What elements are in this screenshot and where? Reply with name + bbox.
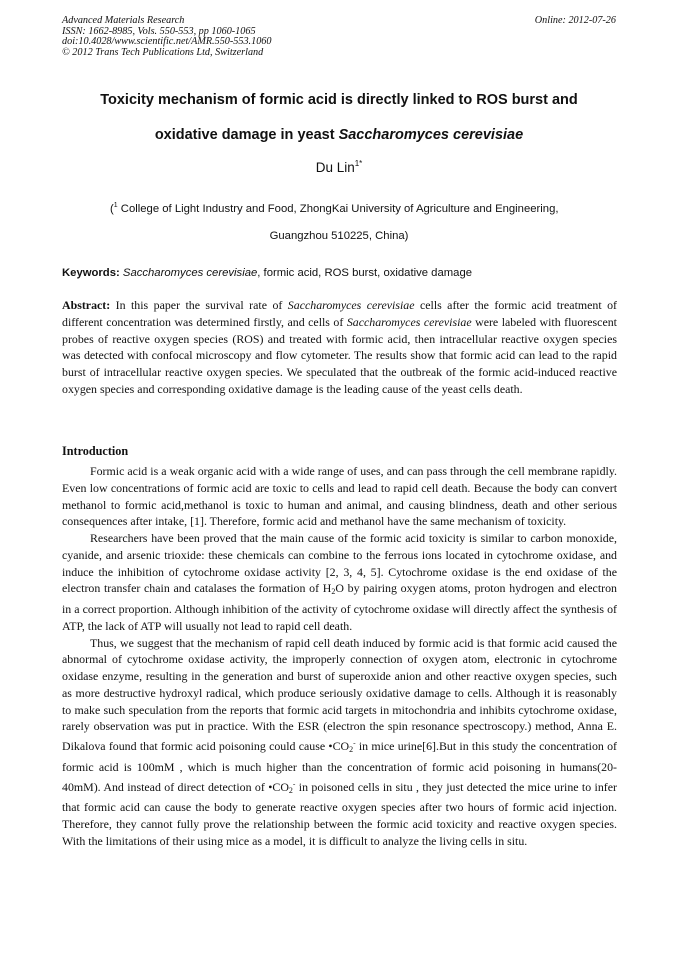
abstract-species-2: Saccharomyces cerevisiae	[346, 314, 472, 329]
author-name: Du Lin	[315, 160, 355, 175]
keywords	[62, 267, 472, 279]
keywords-rest: , formic acid, ROS burst, oxidative damage	[257, 267, 473, 279]
affiliation-line-2: Guangzhou 510225, China)	[269, 230, 409, 242]
intro-paragraph-2	[62, 530, 617, 635]
co2-a-base: •CO	[328, 739, 350, 753]
co2-b-sub: 2	[288, 785, 293, 795]
online-date: Online: 2012-07-26	[534, 15, 616, 26]
affiliation-text-1: College of Light Industry and Food, ZhongKai University of Agriculture and Engineering,	[117, 203, 559, 215]
affiliation-mark: 1	[113, 202, 118, 209]
abstract-text-2: cells after the formic acid treatment of different concentration was determined firstly, and cells of	[62, 298, 617, 329]
journal-header	[62, 16, 271, 58]
abstract-text-1: In this paper the survival rate of	[110, 298, 288, 312]
keywords-label: Keywords:	[62, 267, 120, 279]
co2-radical-2	[268, 780, 295, 794]
h2o-formula	[323, 581, 344, 595]
intro-p3-text-c: in poisoned cells in situ , they just detected the mice urine to infer that formic acid can cause the body to generate reactive oxygen species after two hours of formic acid injection. Therefore, they cannot fully prove the relationship between the formic acid toxicity and reactive oxygen species. With the limitations of their using mice as a model, it is difficult to analyze the living cells in situ.	[62, 779, 618, 848]
affiliation-line-1	[110, 202, 559, 215]
copyright-line: © 2012 Trans Tech Publications Ltd, Switzerland	[62, 46, 264, 58]
co2-radical-1	[328, 739, 355, 753]
co2-b-base: •CO	[268, 779, 289, 794]
intro-p2-text-a: Researchers have been proved that the main cause of the formic acid toxicity is similar to carbon monoxide, cyanide, and arsenic trioxide: these chemicals can combine to the ferrous ions located in cytochrome oxidase, and induce the inhibition of cytochrome oxidase activity [2, 3, 4, 5]. Cytochrome oxidase is the end oxidase of the electron transfer chain and catalases the formation of	[62, 531, 617, 596]
h2o-sub: 2	[331, 587, 336, 597]
abstract	[62, 297, 617, 398]
intro-paragraph-3	[62, 635, 617, 850]
h2o-h: H	[322, 581, 332, 596]
author	[0, 159, 678, 175]
introduction-heading: Introduction	[62, 444, 129, 458]
title-prefix: oxidative damage in yeast	[154, 127, 339, 143]
doi-line: doi:10.4028/www.scientific.net/AMR.550-553.1060	[62, 36, 272, 48]
intro-p2-text-b: by pairing oxygen atoms, proton hydrogen and electron in a correct proportion. Although inhibition of the activity of cytochrome oxidase will directly affect the synthesis of ATP, the lack of ATP will usually not lead to rapid cell death.	[62, 581, 617, 633]
journal-name: Advanced Materials Research	[62, 15, 185, 26]
abstract-label: Abstract:	[62, 298, 111, 312]
abstract-species-1: Saccharomyces cerevisiae	[287, 298, 415, 312]
intro-paragraph-1: Formic acid is a weak organic acid with a wide range of uses, and can pass through the cell membrane rapidly. Even low concentrations of formic acid are toxic to cells and lead to rapid cell death. Because the body can convert methanol to formic acid,methanol is toxic to human and animal, and causing blindness, death and other serious consequences after intake, [1]. Therefore, formic acid and methanol have the same mechanism of toxicity.	[62, 464, 617, 529]
co2-a-sup: -	[353, 738, 356, 747]
intro-p3-text-a: Thus, we suggest that the mechanism of rapid cell death induced by formic acid is that formic acid caused the abnormal of cytochrome oxidase activity, the improperly connection of oxygen atom, electronic in cytochrome oxidase enzyme, resulting in the generation and burst of superoxide anion and other reactive oxygen species, such as more destructive hydroxyl radical, which produce seriously oxidative damage to cells. Although it is reasonably to make such speculation from the reports that formic acid targets in mitochondria and inhibits cytochrome oxidase, rarely observation was put in practice. With the ESR (electron the spin resonance spectroscopy.) method, Anna E. Dikalova found that formic acid poisoning could cause	[62, 635, 617, 753]
intro-p3-text-b: in mice urine[6].But in this study the concentration of formic acid is 100mM , which is much higher than the concentration of formic acid poisoning in humans(20-40mM). And instead of direct detection of	[62, 739, 617, 794]
h2o-o: O	[335, 581, 344, 596]
title-species: Saccharomyces cerevisiae	[338, 127, 524, 143]
co2-a-sub: 2	[349, 745, 354, 754]
abstract-text-3: were labeled with fluorescent probes of reactive oxygen species (ROS) and treated with formic acid, then intracellular reactive oxygen species was detected with confocal microscopy and flow cytometer. The results show that formic acid can lead to the rapid burst of intracellular reactive oxygen species. We speculated that the outbreak of the formic acid-induced reactive oxygen species and corresponding oxidative damage is the leading cause of the yeast cells death.	[62, 314, 617, 396]
introduction-body	[62, 463, 617, 850]
keywords-species: Saccharomyces cerevisiae	[122, 267, 258, 279]
paper-title-line-1: Toxicity mechanism of formic acid is directly linked to ROS burst and	[100, 92, 578, 108]
co2-b-sup: -	[292, 778, 296, 788]
paper-title-line-2	[40, 127, 638, 143]
affiliation-open: (	[110, 203, 114, 215]
issn-line: ISSN: 1662-8985, Vols. 550-553, pp 1060-1065	[62, 25, 256, 37]
author-mark: 1*	[354, 159, 363, 168]
